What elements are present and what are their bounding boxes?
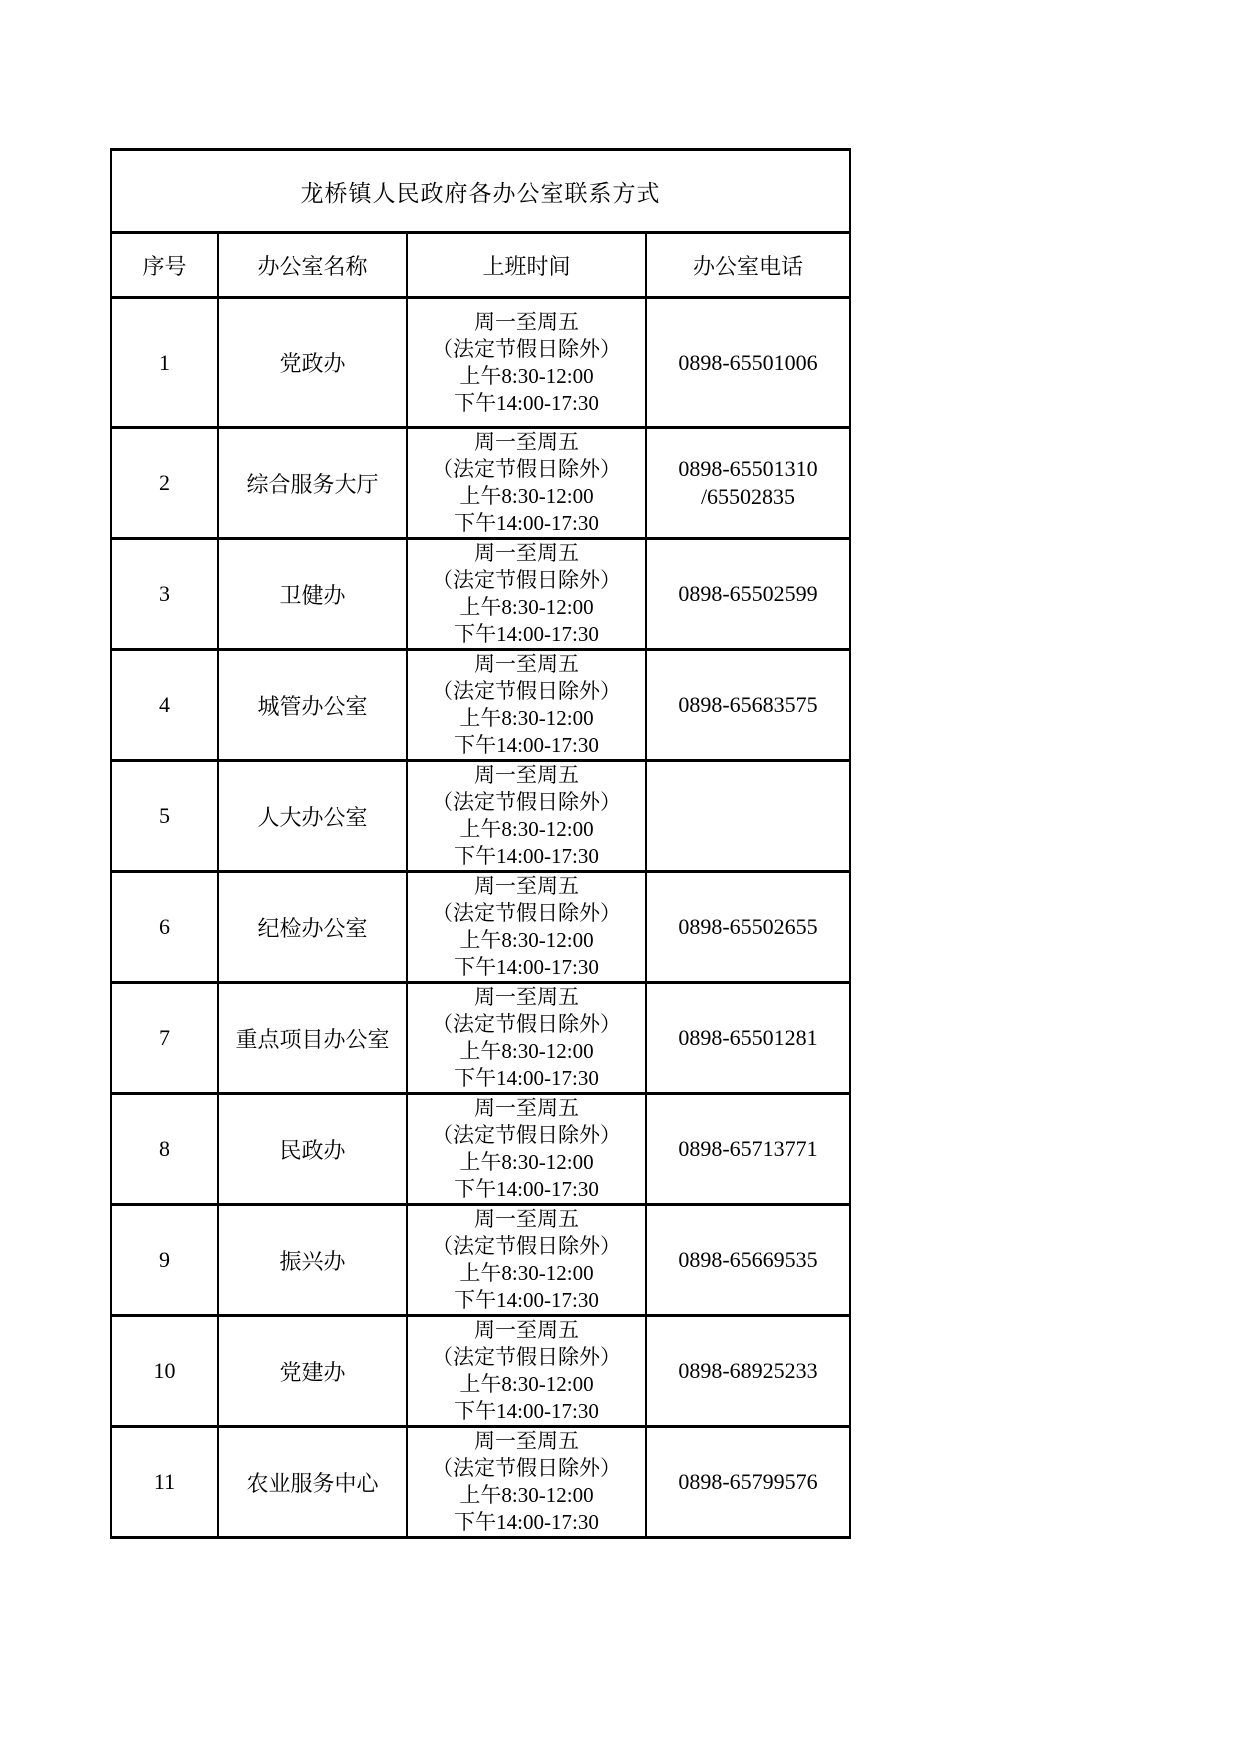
schedule-line: 周一至周五 <box>474 1096 579 1120</box>
schedule-line: 上午8:30-12:00 <box>459 817 594 841</box>
table-title: 龙桥镇人民政府各办公室联系方式 <box>111 150 850 233</box>
phone-cell <box>646 761 850 872</box>
office-name-cell: 农业服务中心 <box>218 1427 407 1538</box>
schedule-line: 下午14:00-17:30 <box>454 1510 599 1534</box>
row-number-cell: 7 <box>111 983 218 1094</box>
table-row <box>111 1316 850 1427</box>
schedule-line: （法定节假日除外） <box>432 790 621 814</box>
schedule-line: （法定节假日除外） <box>432 457 621 481</box>
table-row <box>111 428 850 539</box>
row-number-cell: 3 <box>111 539 218 650</box>
schedule-line: 下午14:00-17:30 <box>454 1177 599 1201</box>
schedule-line: 上午8:30-12:00 <box>459 1039 594 1063</box>
schedule-line: （法定节假日除外） <box>432 568 621 592</box>
schedule-line: 周一至周五 <box>474 652 579 676</box>
table-title-row <box>111 150 850 233</box>
phone-cell <box>646 872 850 983</box>
schedule-cell <box>407 983 646 1094</box>
office-name-cell: 党政办 <box>218 298 407 428</box>
phone-cell <box>646 1205 850 1316</box>
phone-cell <box>646 650 850 761</box>
phone-cell <box>646 298 850 428</box>
table-row <box>111 761 850 872</box>
schedule-line: 周一至周五 <box>474 1429 579 1453</box>
phone-number: 0898-65669535 <box>678 1247 818 1272</box>
schedule-line: 上午8:30-12:00 <box>459 363 594 388</box>
row-number-cell: 6 <box>111 872 218 983</box>
schedule-line: （法定节假日除外） <box>432 1234 621 1258</box>
phone-number: 0898-65501006 <box>678 349 818 375</box>
schedule-line: （法定节假日除外） <box>432 336 621 361</box>
office-name-cell: 民政办 <box>218 1094 407 1205</box>
office-name-cell: 人大办公室 <box>218 761 407 872</box>
phone-number-alt: /65502835 <box>700 484 796 509</box>
schedule-line: 下午14:00-17:30 <box>454 511 599 535</box>
schedule-line: 周一至周五 <box>474 1207 579 1231</box>
phone-cell <box>646 1094 850 1205</box>
schedule-line: （法定节假日除外） <box>432 1456 621 1480</box>
schedule-cell <box>407 1316 646 1427</box>
schedule-line: 上午8:30-12:00 <box>459 928 594 952</box>
schedule-line: 周一至周五 <box>474 763 579 787</box>
row-number-cell: 10 <box>111 1316 218 1427</box>
phone-number: 0898-65502655 <box>678 914 818 939</box>
schedule-line: 下午14:00-17:30 <box>454 1066 599 1090</box>
office-name-cell: 重点项目办公室 <box>218 983 407 1094</box>
schedule-line: （法定节假日除外） <box>432 679 621 703</box>
schedule-line: 周一至周五 <box>474 430 579 454</box>
schedule-cell <box>407 872 646 983</box>
row-number-cell: 9 <box>111 1205 218 1316</box>
row-number-cell: 2 <box>111 428 218 539</box>
table-row <box>111 1094 850 1205</box>
schedule-cell <box>407 298 646 428</box>
schedule-line: 上午8:30-12:00 <box>459 484 594 508</box>
schedule-cell <box>407 1427 646 1538</box>
document-page <box>110 148 851 1539</box>
header-office-name: 办公室名称 <box>218 233 407 298</box>
phone-number: 0898-65683575 <box>678 692 818 717</box>
schedule-line: 上午8:30-12:00 <box>459 1483 594 1507</box>
schedule-line: 上午8:30-12:00 <box>459 1150 594 1174</box>
table-row <box>111 1427 850 1538</box>
row-number-cell: 4 <box>111 650 218 761</box>
schedule-line: 下午14:00-17:30 <box>454 1288 599 1312</box>
office-name-cell: 城管办公室 <box>218 650 407 761</box>
table-row <box>111 1205 850 1316</box>
schedule-line: 下午14:00-17:30 <box>454 733 599 757</box>
row-number-cell: 5 <box>111 761 218 872</box>
office-name-cell: 振兴办 <box>218 1205 407 1316</box>
schedule-line: 上午8:30-12:00 <box>459 706 594 730</box>
schedule-line: （法定节假日除外） <box>432 1012 621 1036</box>
schedule-line: 上午8:30-12:00 <box>459 1261 594 1285</box>
schedule-line: 下午14:00-17:30 <box>454 390 599 415</box>
schedule-cell <box>407 1205 646 1316</box>
header-work-hours: 上班时间 <box>407 233 646 298</box>
schedule-cell <box>407 650 646 761</box>
schedule-line: 周一至周五 <box>474 874 579 898</box>
schedule-line: 下午14:00-17:30 <box>454 1399 599 1423</box>
schedule-line: 周一至周五 <box>474 309 579 334</box>
table-header-row <box>111 233 850 298</box>
schedule-cell <box>407 761 646 872</box>
schedule-line: 上午8:30-12:00 <box>459 595 594 619</box>
schedule-line: 下午14:00-17:30 <box>454 844 599 868</box>
phone-cell <box>646 428 850 539</box>
schedule-line: 下午14:00-17:30 <box>454 955 599 979</box>
schedule-cell <box>407 428 646 539</box>
office-name-cell: 卫健办 <box>218 539 407 650</box>
phone-number: 0898-68925233 <box>678 1358 818 1383</box>
phone-cell <box>646 539 850 650</box>
phone-number: 0898-65713771 <box>678 1136 818 1161</box>
table-row <box>111 650 850 761</box>
phone-cell <box>646 1316 850 1427</box>
office-name-cell: 纪检办公室 <box>218 872 407 983</box>
phone-cell <box>646 983 850 1094</box>
table-row <box>111 872 850 983</box>
phone-number: 0898-65501281 <box>678 1025 818 1050</box>
schedule-line: 周一至周五 <box>474 985 579 1009</box>
phone-number: 0898-65501310 <box>678 456 818 481</box>
table-row <box>111 983 850 1094</box>
header-office-phone: 办公室电话 <box>646 233 850 298</box>
row-number-cell: 1 <box>111 298 218 428</box>
schedule-line: （法定节假日除外） <box>432 1345 621 1369</box>
schedule-cell <box>407 1094 646 1205</box>
phone-cell <box>646 1427 850 1538</box>
schedule-line: 周一至周五 <box>474 541 579 565</box>
schedule-line: 周一至周五 <box>474 1318 579 1342</box>
schedule-cell <box>407 539 646 650</box>
schedule-line: 上午8:30-12:00 <box>459 1372 594 1396</box>
schedule-line: （法定节假日除外） <box>432 901 621 925</box>
phone-number: 0898-65799576 <box>678 1469 818 1494</box>
table-row <box>111 539 850 650</box>
office-name-cell: 党建办 <box>218 1316 407 1427</box>
phone-number: 0898-65502599 <box>678 581 818 606</box>
row-number-cell: 11 <box>111 1427 218 1538</box>
office-name-cell: 综合服务大厅 <box>218 428 407 539</box>
table-row <box>111 298 850 428</box>
contact-table <box>110 148 851 1539</box>
row-number-cell: 8 <box>111 1094 218 1205</box>
schedule-line: （法定节假日除外） <box>432 1123 621 1147</box>
schedule-line: 下午14:00-17:30 <box>454 622 599 646</box>
header-index: 序号 <box>111 233 218 298</box>
